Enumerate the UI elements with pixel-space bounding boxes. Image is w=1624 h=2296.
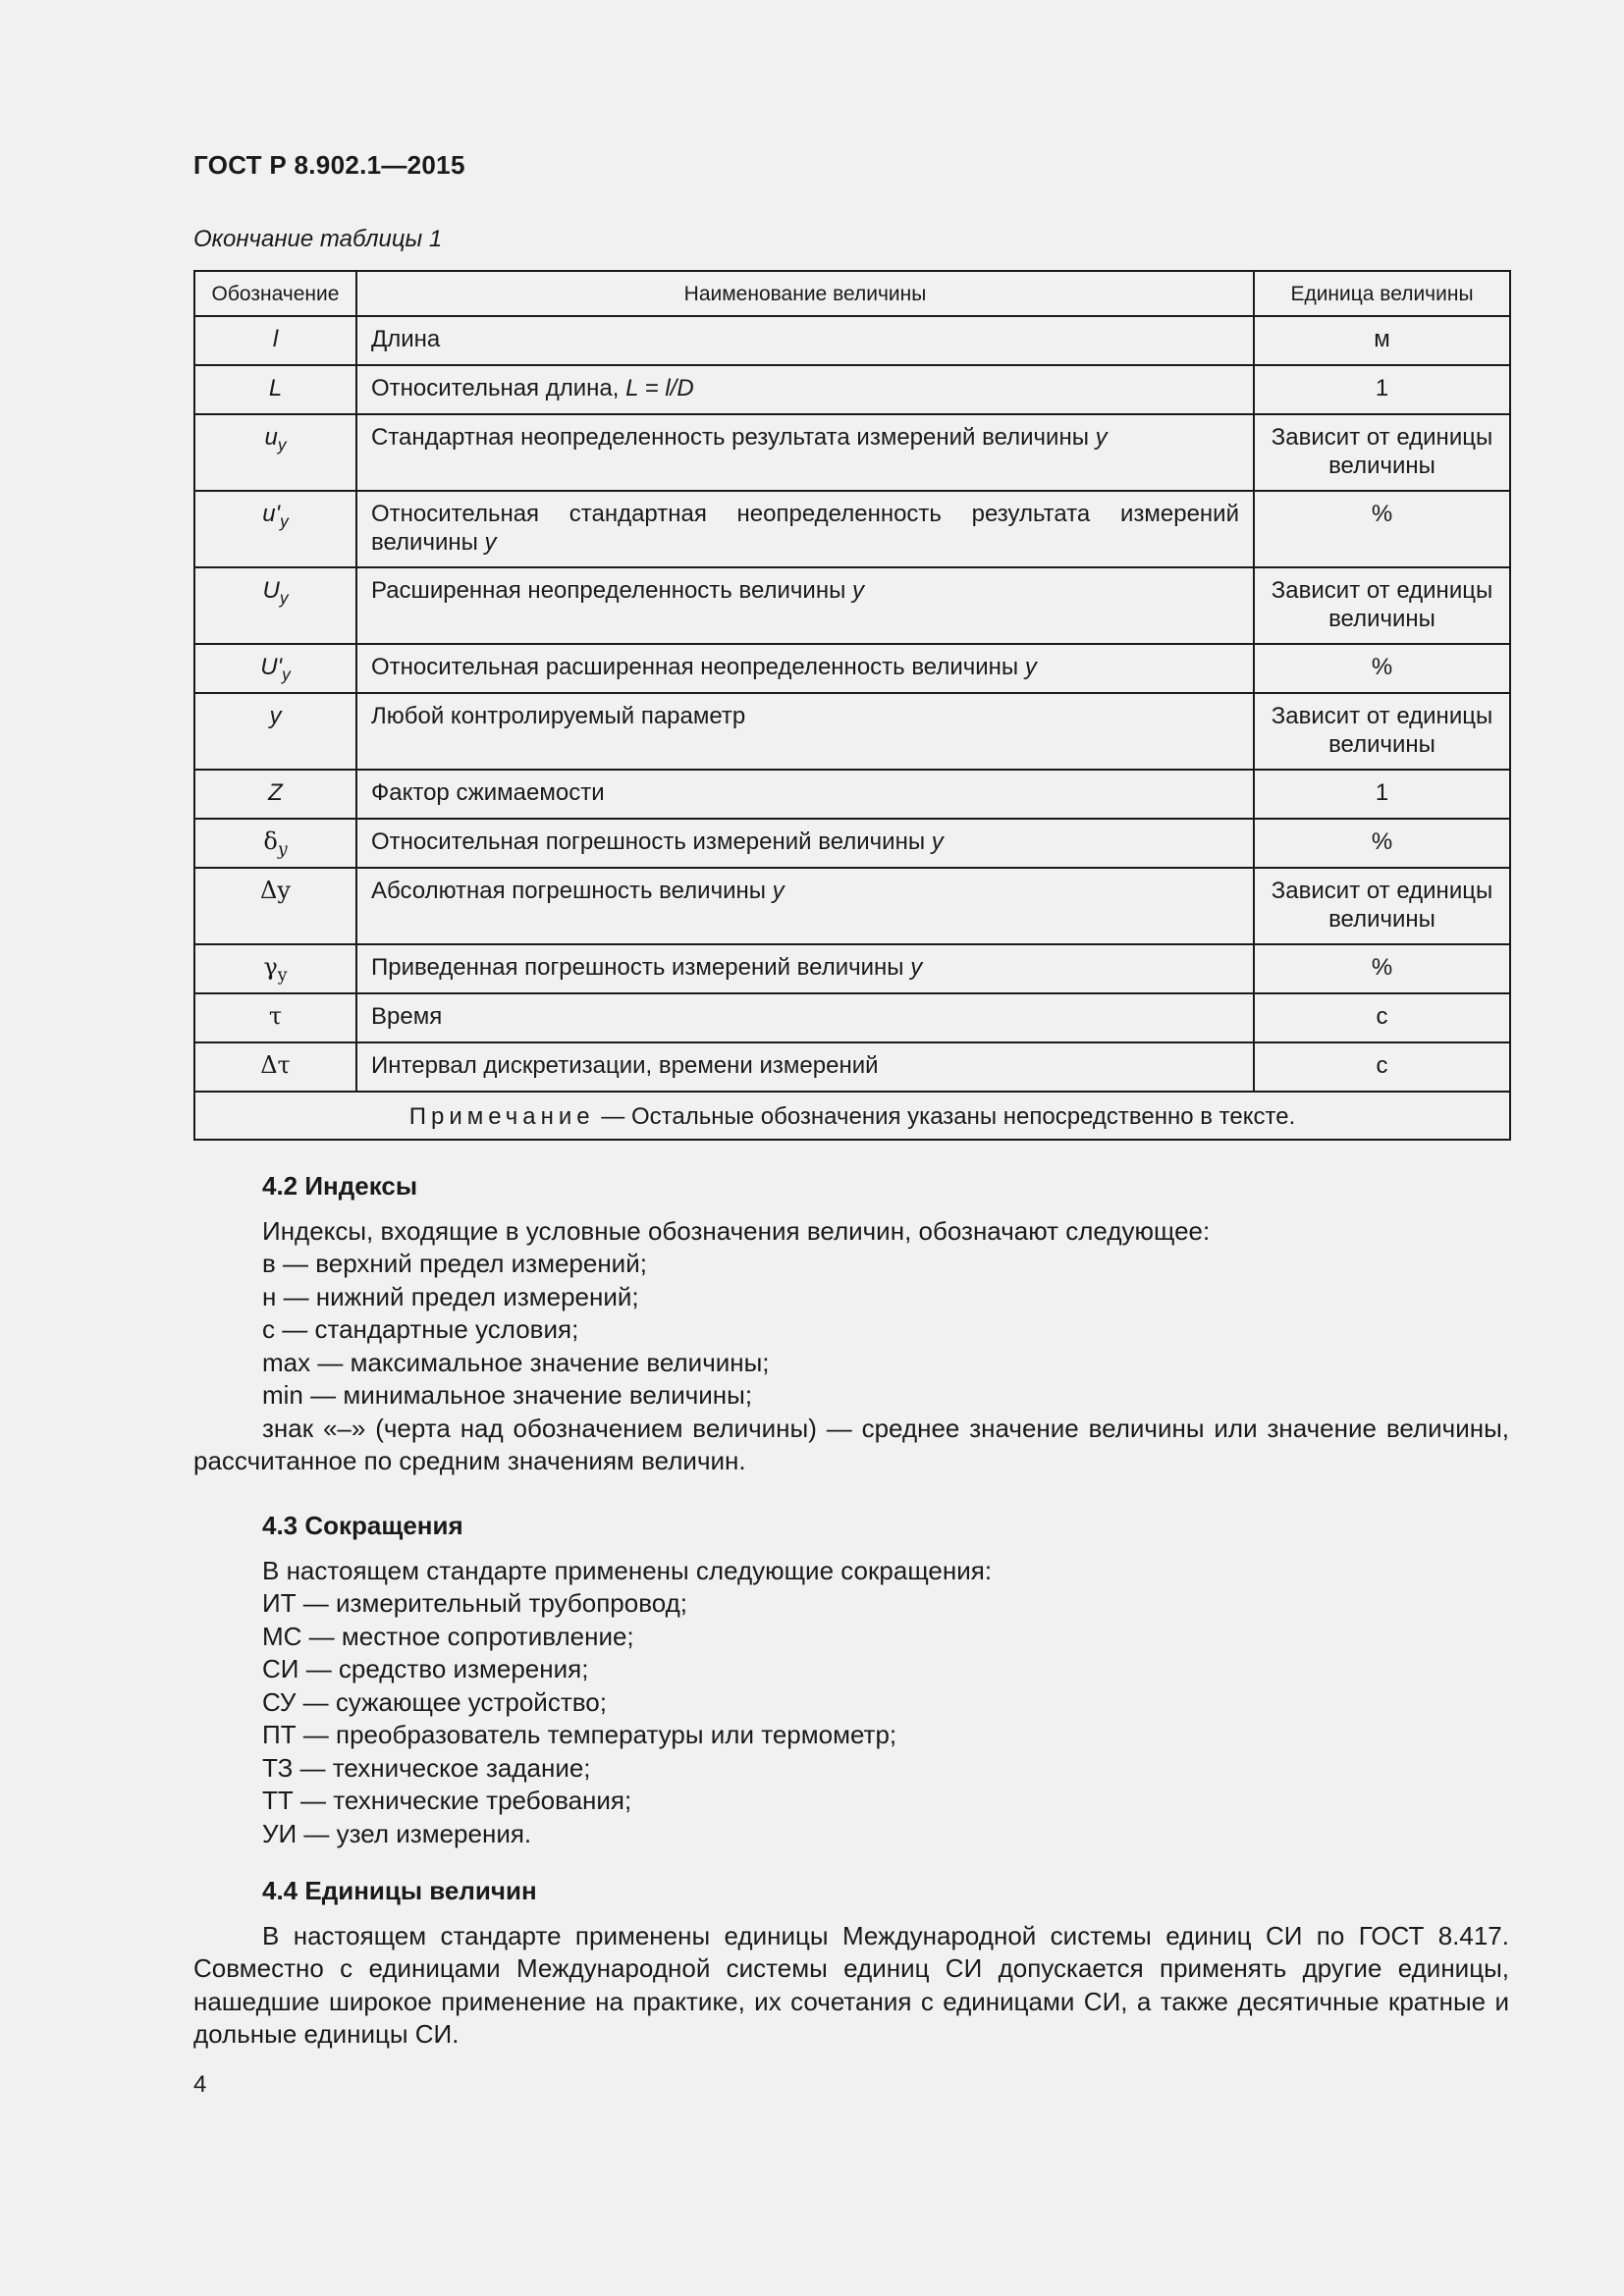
- symbol-cell: Δτ: [194, 1042, 356, 1092]
- unit-cell: м: [1254, 316, 1510, 365]
- list-item: н — нижний предел измерений;: [262, 1281, 639, 1311]
- note-text: — Остальные обозначения указаны непосредственно в тексте.: [594, 1103, 1296, 1130]
- list-item: ТТ — технические требования;: [262, 1786, 632, 1815]
- name-cell: Длина: [356, 316, 1254, 365]
- list-item: знак «–» (черта над обозначением величины) — среднее значение величины или значение величины, рассчитанное по средним значениям величин.: [193, 1413, 1509, 1475]
- symbol-cell: $U'_y$: [194, 644, 356, 693]
- symbol-cell: $u'_y$: [194, 491, 356, 567]
- unit-cell: Зависит от единицы величины: [1254, 693, 1510, 770]
- name-cell: Относительная расширенная неопределенность величины y: [356, 644, 1254, 693]
- symbol-cell: τ: [194, 993, 356, 1042]
- symbol-cell: l: [194, 316, 356, 365]
- unit-cell: Зависит от единицы величины: [1254, 414, 1510, 491]
- list-item: min — минимальное значение величины;: [262, 1380, 753, 1410]
- paragraph: В настоящем стандарте применены следующие сокращения:: [262, 1555, 993, 1585]
- unit-cell: %: [1254, 644, 1510, 693]
- unit-cell: 1: [1254, 365, 1510, 414]
- list-item: ПТ — преобразователь температуры или термометр;: [262, 1720, 897, 1749]
- section-units: [193, 1875, 1509, 2052]
- table-row: [194, 944, 1510, 993]
- unit-cell: 1: [1254, 770, 1510, 819]
- list-item: СИ — средство измерения;: [262, 1654, 589, 1683]
- symbol-cell: $U_y$: [194, 567, 356, 644]
- section-title: 4.2 Индексы: [262, 1171, 418, 1201]
- paragraph: Индексы, входящие в условные обозначения величин, обозначают следующее:: [262, 1215, 1211, 1246]
- table-row: [194, 491, 1510, 567]
- section-title: 4.3 Сокращения: [262, 1511, 463, 1540]
- symbol-cell: L: [194, 365, 356, 414]
- table-note: [194, 1092, 1510, 1140]
- table-row: [194, 567, 1510, 644]
- unit-cell: %: [1254, 491, 1510, 567]
- name-cell: Относительная длина, L = l/D: [356, 365, 1254, 414]
- unit-cell: с: [1254, 993, 1510, 1042]
- table-caption: Окончание таблицы 1: [193, 226, 443, 252]
- name-cell: Приведенная погрешность измерений величины y: [356, 944, 1254, 993]
- unit-cell: Зависит от единицы величины: [1254, 567, 1510, 644]
- name-cell: Расширенная неопределенность величины y: [356, 567, 1254, 644]
- column-header-symbol: Обозначение: [194, 271, 356, 316]
- name-cell: Относительная погрешность измерений величины y: [356, 819, 1254, 868]
- symbol-cell: $\gamma_y$: [194, 944, 356, 993]
- unit-cell: %: [1254, 819, 1510, 868]
- list-item: МС — местное сопротивление;: [262, 1621, 634, 1651]
- list-item: УИ — узел измерения.: [262, 1818, 532, 1848]
- name-cell: Фактор сжимаемости: [356, 770, 1254, 819]
- table-row: [194, 1042, 1510, 1092]
- symbol-cell: $u_y$: [194, 414, 356, 491]
- list-item: ИТ — измерительный трубопровод;: [262, 1588, 688, 1618]
- table-note-row: [194, 1092, 1510, 1140]
- list-item: в — верхний предел измерений;: [262, 1249, 647, 1278]
- note-label: Примечание: [408, 1103, 595, 1130]
- page-number: 4: [193, 2071, 207, 2098]
- list-item: max — максимальное значение величины;: [262, 1347, 770, 1377]
- name-cell: Относительная стандартная неопределенность результата измерений величины y: [356, 491, 1254, 567]
- name-cell: Стандартная неопределенность результата измерений величины y: [356, 414, 1254, 491]
- column-header-unit: Единица величины: [1254, 271, 1510, 316]
- unit-cell: %: [1254, 944, 1510, 993]
- name-cell: Время: [356, 993, 1254, 1042]
- symbol-cell: y: [194, 693, 356, 770]
- column-header-name: Наименование величины: [356, 271, 1254, 316]
- name-cell: Любой контролируемый параметр: [356, 693, 1254, 770]
- list-item: ТЗ — техническое задание;: [262, 1752, 591, 1783]
- section-abbreviations: [193, 1510, 1509, 1850]
- table-row: [194, 993, 1510, 1042]
- symbol-cell: Z: [194, 770, 356, 819]
- symbol-cell: Δy: [194, 868, 356, 944]
- table-row: [194, 644, 1510, 693]
- name-cell: Интервал дискретизации, времени измерений: [356, 1042, 1254, 1092]
- table-row: [194, 414, 1510, 491]
- table-row: [194, 693, 1510, 770]
- symbols-table: [193, 270, 1511, 1141]
- paragraph: В настоящем стандарте применены единицы Международной системы единиц СИ по ГОСТ 8.417. Совместно с единицами Международной системы единиц СИ допускается применять другие единицы, нашедшие широкое применение на практике, их сочетания с единицами СИ, а также десятичные кратные и дольные единицы СИ.: [193, 1920, 1509, 2049]
- name-cell: Абсолютная погрешность величины y: [356, 868, 1254, 944]
- table-row: [194, 365, 1510, 414]
- section-title: 4.4 Единицы величин: [262, 1876, 537, 1905]
- list-item: с — стандартные условия;: [262, 1314, 579, 1344]
- unit-cell: с: [1254, 1042, 1510, 1092]
- table-header-row: [194, 271, 1510, 316]
- table-row: [194, 819, 1510, 868]
- list-item: СУ — сужающее устройство;: [262, 1686, 607, 1717]
- table-row: [194, 868, 1510, 944]
- table-row: [194, 770, 1510, 819]
- table-row: [194, 316, 1510, 365]
- document-id: ГОСТ Р 8.902.1—2015: [193, 150, 465, 180]
- symbol-cell: $\delta_y$: [194, 819, 356, 868]
- unit-cell: Зависит от единицы величины: [1254, 868, 1510, 944]
- section-indices: [193, 1170, 1509, 1478]
